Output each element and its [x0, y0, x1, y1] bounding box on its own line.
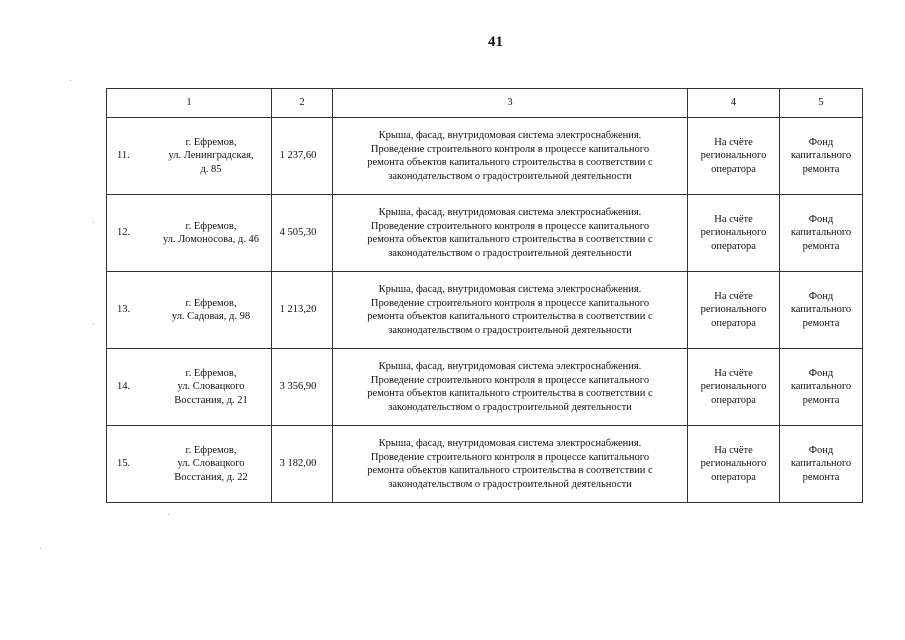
table-row — [107, 272, 863, 349]
account-cell — [688, 195, 780, 272]
fund-cell — [780, 118, 863, 195]
works-cell — [333, 118, 688, 195]
address-text — [157, 297, 271, 324]
fund-cell — [780, 272, 863, 349]
address-line: г. Ефремов, — [185, 297, 237, 309]
table-body — [107, 89, 863, 503]
fund-cell-line: ремонта — [802, 317, 840, 329]
account-cell-line: оператора — [711, 471, 756, 483]
table-row — [107, 349, 863, 426]
header-cell-5: 5 — [780, 89, 863, 118]
address-cell — [107, 272, 272, 349]
fund-cell-line: Фонд — [808, 444, 834, 456]
address-cell — [107, 118, 272, 195]
works-cell-line: законодательством о градостроительной деятельности — [388, 401, 632, 413]
scan-speck — [93, 324, 94, 325]
account-cell-line: На счёте — [714, 444, 753, 456]
address-line: ул. Ломоносова, д. 46 — [163, 234, 259, 245]
works-cell-line: Крыша, фасад, внутридомовая система электроснабжения. — [378, 284, 642, 295]
fund-cell — [780, 426, 863, 503]
table-row — [107, 426, 863, 503]
works-cell-line: ремонта объектов капитального строительства в соответствии с — [367, 465, 653, 476]
header-cell-1: 1 — [107, 89, 272, 118]
account-cell-line: регионального — [700, 304, 767, 316]
address-text — [157, 367, 271, 408]
fund-cell-line: Фонд — [808, 136, 834, 148]
account-cell — [688, 349, 780, 426]
address-text — [157, 444, 271, 485]
row-number: 13. — [117, 304, 131, 316]
fund-cell-line: ремонта — [802, 240, 840, 252]
works-cell-line: Проведение строительного контроля в процессе капитального — [370, 143, 650, 155]
fund-cell-line: капитального — [790, 150, 852, 162]
account-cell — [688, 426, 780, 503]
fund-cell — [780, 349, 863, 426]
address-line: Восстания, д. 22 — [174, 471, 248, 483]
works-cell-line: Крыша, фасад, внутридомовая система электроснабжения. — [378, 361, 642, 372]
fund-cell — [780, 195, 863, 272]
account-cell-line: На счёте — [714, 213, 753, 225]
header-cell-2: 2 — [272, 89, 333, 118]
fund-cell-line: ремонта — [802, 394, 840, 406]
account-cell-line: На счёте — [714, 290, 753, 302]
account-cell-line: регионального — [700, 227, 767, 239]
works-cell-line: Крыша, фасад, внутридомовая система электроснабжения. — [378, 438, 642, 449]
works-cell-line: Проведение строительного контроля в процессе капитального — [370, 374, 650, 386]
row-number: 15. — [117, 458, 131, 470]
scan-speck — [40, 548, 41, 549]
area-cell: 1 213,20 — [272, 272, 333, 349]
address-line: г. Ефремов, — [185, 220, 237, 232]
header-cell-4: 4 — [688, 89, 780, 118]
account-cell-line: оператора — [711, 317, 756, 329]
page-number: 41 — [488, 34, 503, 50]
row-number: 14. — [117, 381, 131, 393]
account-cell — [688, 272, 780, 349]
fund-cell-line: капитального — [790, 304, 852, 316]
address-line: г. Ефремов, — [185, 136, 237, 148]
account-cell-line: оператора — [711, 240, 756, 252]
row-number: 11. — [117, 150, 130, 162]
works-cell-line: законодательством о градостроительной деятельности — [388, 247, 632, 259]
works-cell — [333, 195, 688, 272]
header-row — [107, 89, 863, 118]
works-table — [106, 88, 863, 503]
table-row — [107, 195, 863, 272]
address-cell — [107, 195, 272, 272]
area-cell: 1 237,60 — [272, 118, 333, 195]
address-line: ул. Ленинградская, — [168, 150, 254, 162]
account-cell-line: На счёте — [714, 136, 753, 148]
area-cell: 3 356,90 — [272, 349, 333, 426]
works-cell — [333, 426, 688, 503]
address-line: д. 85 — [200, 163, 222, 175]
works-cell — [333, 272, 688, 349]
address-line: г. Ефремов, — [185, 367, 237, 379]
works-cell-line: Проведение строительного контроля в процессе капитального — [370, 220, 650, 232]
account-cell — [688, 118, 780, 195]
row-number: 12. — [117, 227, 131, 239]
works-cell-line: ремонта объектов капитального строительства в соответствии с — [367, 311, 653, 322]
account-cell-line: регионального — [700, 150, 767, 162]
table-row — [107, 118, 863, 195]
address-line: Восстания, д. 21 — [174, 394, 248, 406]
address-line: г. Ефремов, — [185, 444, 237, 456]
area-cell: 4 505,30 — [272, 195, 333, 272]
account-cell-line: На счёте — [714, 367, 753, 379]
header-cell-3: 3 — [333, 89, 688, 118]
address-line: ул. Словацкого — [177, 458, 245, 470]
address-line: ул. Садовая, д. 98 — [171, 311, 251, 322]
works-cell-line: ремонта объектов капитального строительства в соответствии с — [367, 234, 653, 245]
fund-cell-line: Фонд — [808, 367, 834, 379]
works-cell-line: Крыша, фасад, внутридомовая система электроснабжения. — [378, 130, 642, 141]
works-cell-line: ремонта объектов капитального строительства в соответствии с — [367, 388, 653, 399]
works-cell-line: законодательством о градостроительной деятельности — [388, 170, 632, 182]
fund-cell-line: капитального — [790, 227, 852, 239]
fund-cell-line: Фонд — [808, 290, 834, 302]
address-cell — [107, 426, 272, 503]
account-cell-line: оператора — [711, 394, 756, 406]
works-cell-line: законодательством о градостроительной деятельности — [388, 324, 632, 336]
scan-speck — [168, 514, 169, 515]
scan-speck — [70, 80, 71, 81]
address-line: ул. Словацкого — [177, 381, 245, 393]
account-cell-line: оператора — [711, 163, 756, 175]
fund-cell-line: капитального — [790, 381, 852, 393]
fund-cell-line: ремонта — [802, 471, 840, 483]
area-cell: 3 182,00 — [272, 426, 333, 503]
account-cell-line: регионального — [700, 458, 767, 470]
works-cell-line: законодательством о градостроительной деятельности — [388, 478, 632, 490]
address-text — [157, 220, 271, 247]
address-text — [157, 136, 271, 177]
account-cell-line: регионального — [700, 381, 767, 393]
address-cell — [107, 349, 272, 426]
works-cell-line: ремонта объектов капитального строительства в соответствии с — [367, 157, 653, 168]
works-cell-line: Проведение строительного контроля в процессе капитального — [370, 451, 650, 463]
scan-speck — [93, 222, 94, 223]
fund-cell-line: Фонд — [808, 213, 834, 225]
works-cell-line: Крыша, фасад, внутридомовая система электроснабжения. — [378, 207, 642, 218]
fund-cell-line: капитального — [790, 458, 852, 470]
works-cell-line: Проведение строительного контроля в процессе капитального — [370, 297, 650, 309]
fund-cell-line: ремонта — [802, 163, 840, 175]
works-cell — [333, 349, 688, 426]
